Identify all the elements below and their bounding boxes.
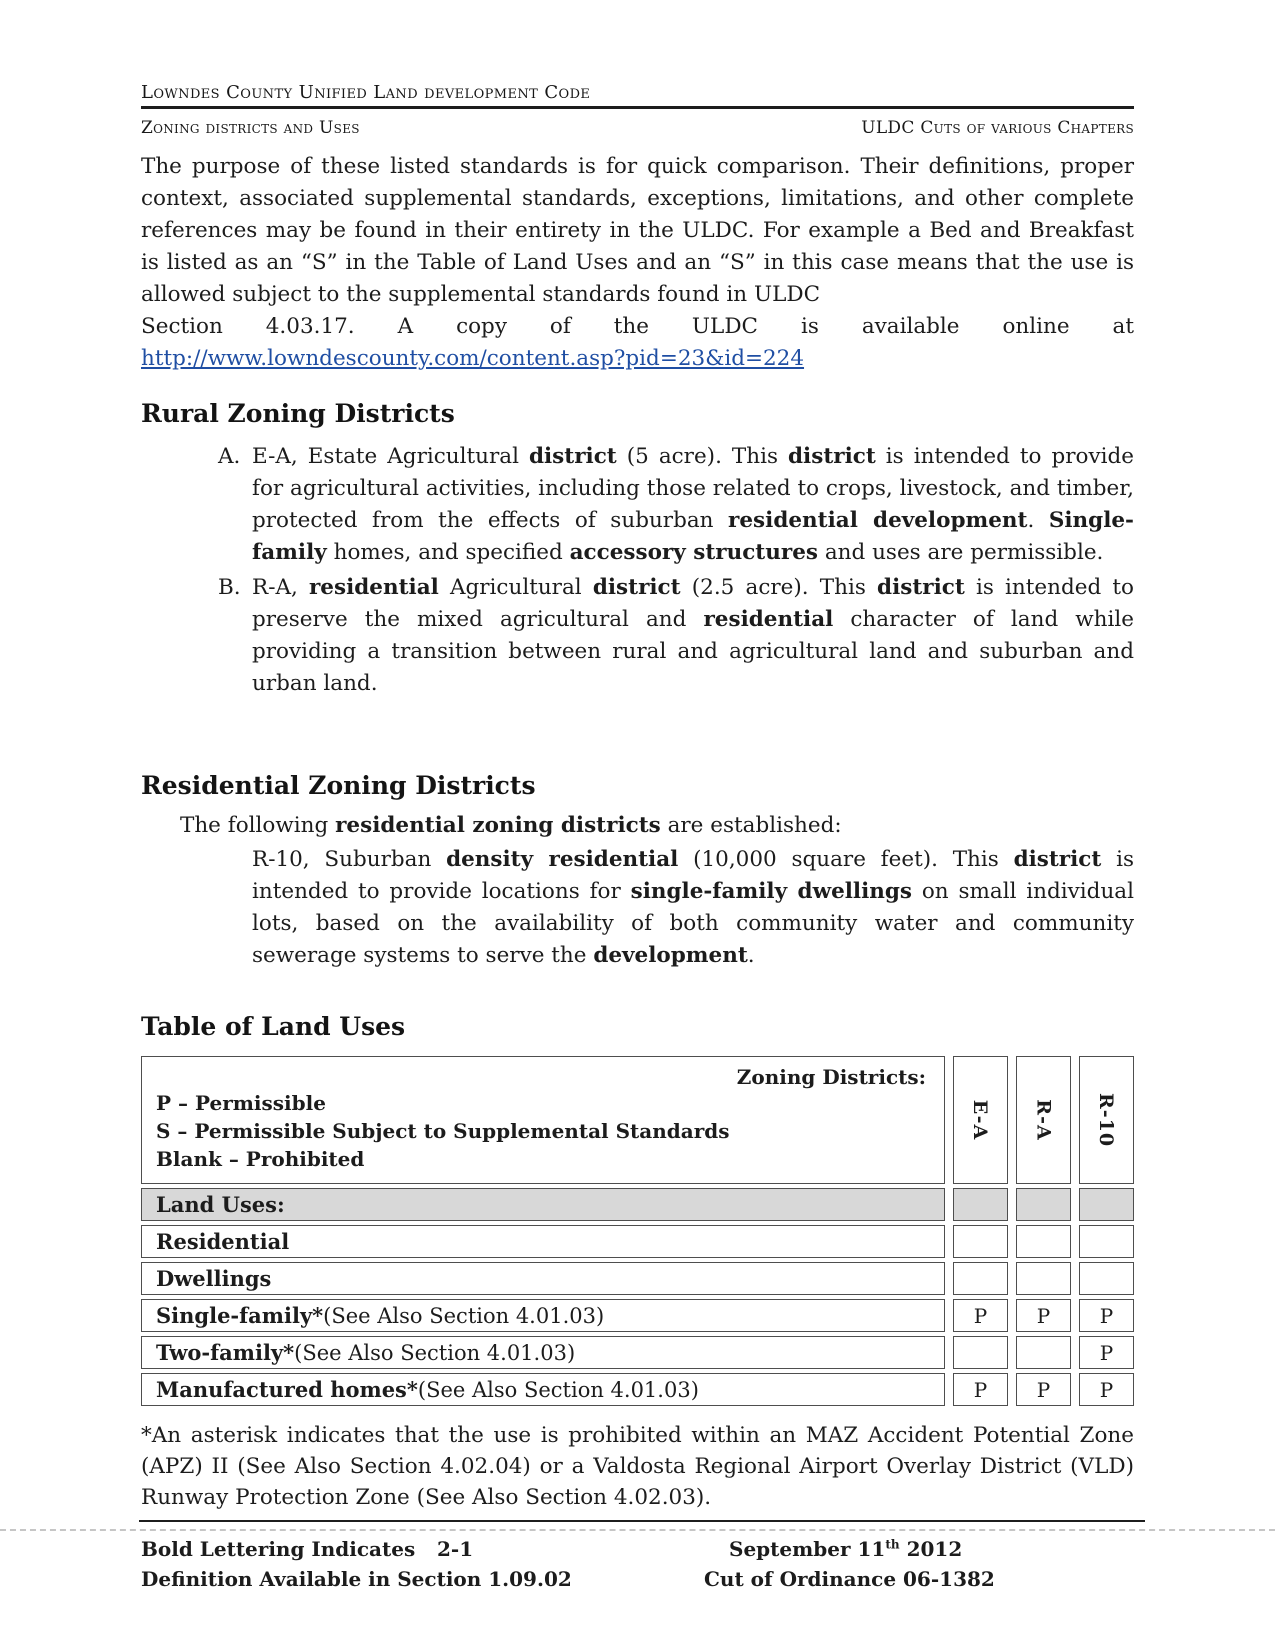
residential-section [141,771,1134,972]
intro-paragraph [141,151,1134,375]
legend-supplemental: S – Permissible Subject to Supplemental Standards [156,1119,730,1143]
residential-intro: The following residential zoning districts are established: [180,813,842,838]
cell-residential-r10 [1079,1225,1134,1258]
single-family-ref: (See Also Section 4.01.03) [323,1303,605,1328]
manufactured-homes-label: Manufactured homes* [156,1377,418,1402]
page-number: 2-1 [437,1537,474,1561]
table-row-two-family [141,1336,945,1369]
document-header [141,82,1134,138]
header-rule [141,106,1134,109]
cell-residential-ea [953,1225,1008,1258]
table-row-land-uses: Land Uses: [141,1188,945,1221]
cell-two-family-r10: P [1079,1336,1134,1369]
intro-last-line: Section 4.03.17. A copy of the ULDC is available online at [141,314,1134,339]
footer-definition-note: Definition Available in Section 1.09.02 [141,1567,572,1591]
column-header-r10-label: R-10 [1095,1092,1118,1148]
section-title-right: ULDC Cuts of various Chapters [861,118,1134,138]
table-row-residential: Residential [141,1225,945,1258]
list-item-a-text: E-A, Estate Agricultural district (5 acre). This district is intended to provide for agricultural activities, including those related to crops, livestock, and timber, protected from the effects of suburban residential development. Single-family homes, and specified accessory structures and uses are permissible. [252,444,1134,565]
r10-paragraph: R-10, Suburban density residential (10,000 square feet). This district is intended to provide locations for single-family dwellings on small individual lots, based on the availability of both community water and community sewerage systems to serve the development. [252,847,1134,968]
cell-land-uses-r10 [1079,1188,1134,1221]
section-title-left: Zoning districts and Uses [141,118,360,138]
table-row-manufactured-homes [141,1373,945,1406]
footer-bold-lettering-note: Bold Lettering Indicates [141,1537,416,1561]
land-use-table [141,1056,1134,1406]
cell-manufactured-ea: P [953,1373,1008,1406]
list-item-b-text: R-A, residential Agricultural district (2.5 acre). This district is intended to preserve the mixed agricultural and residential character of land while providing a transition between rural and agricultural land and suburban and urban land. [252,575,1134,696]
footer-ordinance: Cut of Ordinance 06-1382 [704,1567,995,1591]
cell-dwellings-r10 [1079,1262,1134,1295]
column-header-ra [1016,1056,1071,1184]
list-marker-b: B. [218,575,241,600]
two-family-ref: (See Also Section 4.01.03) [294,1340,576,1365]
table-legend-cell [141,1056,945,1184]
cell-two-family-ra [1016,1336,1071,1369]
zoning-districts-label: Zoning Districts: [736,1065,926,1089]
rural-section [141,399,1134,700]
uldc-link[interactable]: http://www.lowndescounty.com/content.asp?pid=23&id=224 [141,346,805,371]
footer-rule [139,1520,1145,1522]
cell-single-family-ea: P [953,1299,1008,1332]
cell-manufactured-ra: P [1016,1373,1071,1406]
footer-dashed-line [0,1529,1275,1531]
table-heading: Table of Land Uses [141,1012,406,1041]
legend-permissible: P – Permissible [156,1091,326,1115]
list-item-b [141,572,1134,700]
column-header-ea [953,1056,1008,1184]
cell-single-family-ra: P [1016,1299,1071,1332]
cell-two-family-ea [953,1336,1008,1369]
two-family-label: Two-family* [156,1340,295,1365]
cell-residential-ra [1016,1225,1071,1258]
page-footer [141,1537,1134,1607]
legend-prohibited: Blank – Prohibited [156,1147,365,1171]
list-item-a [141,441,1134,569]
column-header-ra-label: R-A [1032,1099,1055,1141]
single-family-label: Single-family* [156,1303,324,1328]
intro-body: The purpose of these listed standards is for quick comparison. Their definitions, proper context, associated supplemental standards, exceptions, limitations, and other complete references may be found in their entirety in the ULDC. For example a Bed and Breakfast is listed as an “S” in the Table of Land Uses and an “S” in this case means that the use is allowed subject to the supplemental standards found in ULDC [141,154,1134,307]
cell-dwellings-ea [953,1262,1008,1295]
asterisk-footnote: *An asterisk indicates that the use is prohibited within an MAZ Accident Potential Zone (APZ) II (See Also Section 4.02.04) or a Valdosta Regional Airport Overlay District (VLD) Runway Protection Zone (See Also Section 4.02.03). [141,1423,1134,1510]
table-section [141,1012,1134,1406]
cell-manufactured-r10: P [1079,1373,1134,1406]
document-title: Lowndes County Unified Land development Code [141,82,591,103]
cell-land-uses-ea [953,1188,1008,1221]
cell-single-family-r10: P [1079,1299,1134,1332]
footer-date: September 11th 2012 [729,1537,963,1561]
manufactured-homes-ref: (See Also Section 4.01.03) [417,1377,699,1402]
residential-heading: Residential Zoning Districts [141,771,536,800]
table-row-single-family [141,1299,945,1332]
cell-dwellings-ra [1016,1262,1071,1295]
rural-heading: Rural Zoning Districts [141,399,455,428]
table-row-dwellings: Dwellings [141,1262,945,1295]
column-header-r10 [1079,1056,1134,1184]
cell-land-uses-ra [1016,1188,1071,1221]
column-header-ea-label: E-A [969,1099,992,1141]
list-marker-a: A. [218,444,241,469]
